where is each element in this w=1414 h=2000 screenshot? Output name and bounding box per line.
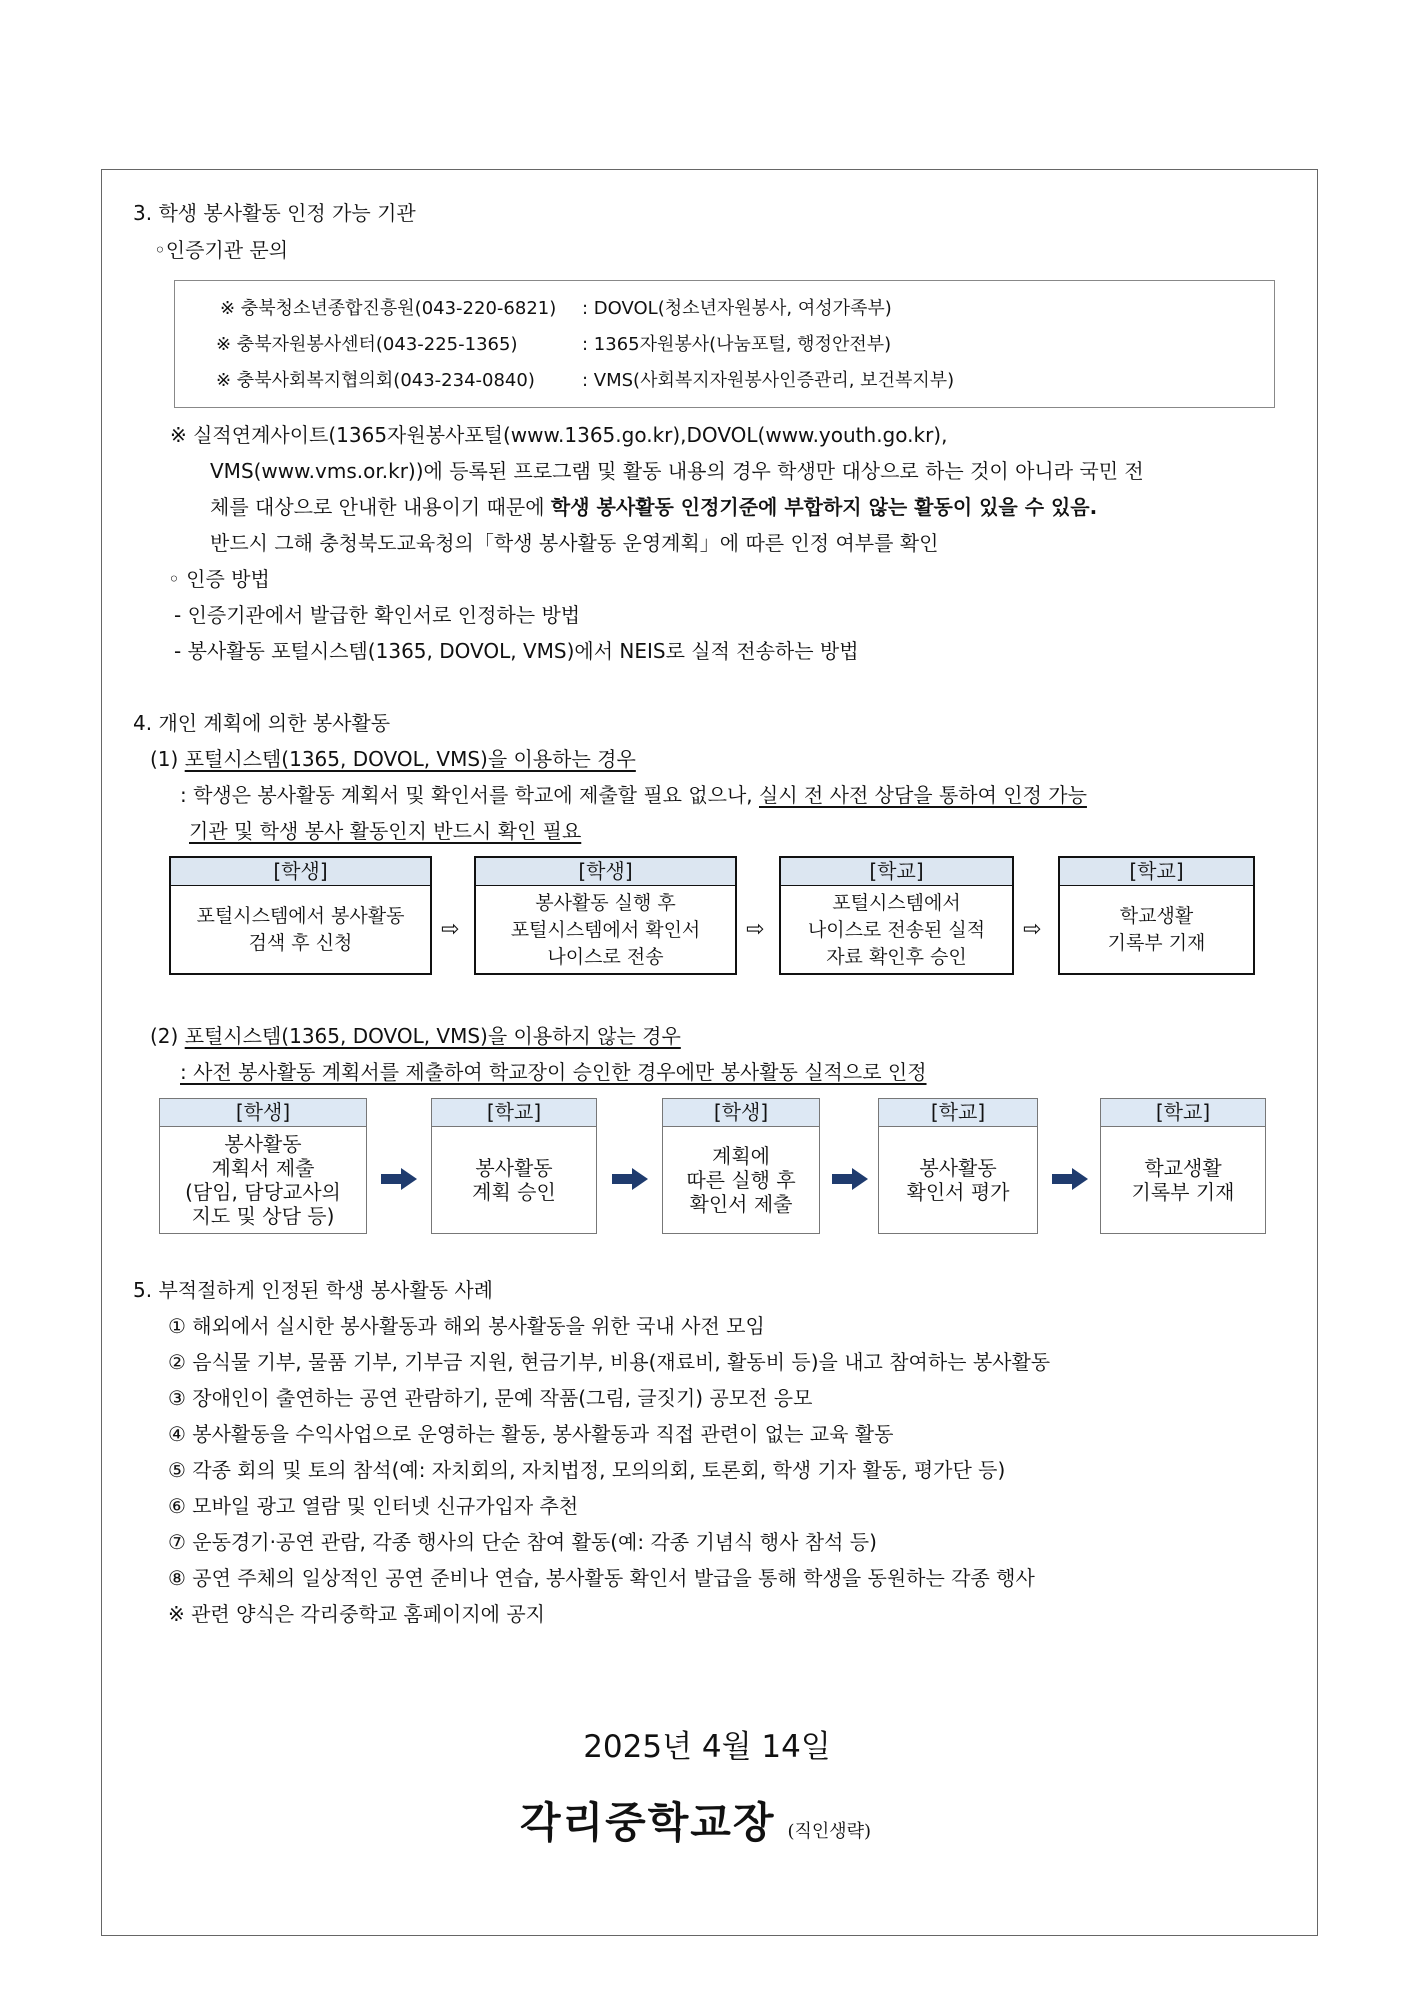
note-line: VMS(www.vms.or.kr))에 등록된 프로그램 및 활동 내용의 경우 학생만 대상으로 하는 것이 아니라 국민 전	[210, 459, 1144, 483]
agency-desc: : VMS(사회복지자원봉사인증관리, 보건복지부)	[582, 370, 955, 391]
section3-title: 3. 학생 봉사활동 인정 가능 기관	[133, 201, 416, 225]
method-item: - 인증기관에서 발급한 확인서로 인정하는 방법	[174, 603, 581, 627]
flow-step-text: 봉사활동 계획 승인	[472, 1156, 556, 1204]
flow1-step-approve	[779, 856, 1014, 975]
agency-desc: : 1365자원봉사(나눔포털, 행정안전부)	[582, 334, 892, 355]
signer-title: 각리중학교장	[520, 1798, 776, 1847]
flow-step-role: [학교]	[879, 1099, 1037, 1127]
case-item: ⑧ 공연 주체의 일상적인 공연 준비나 연습, 봉사활동 확인서 발급을 통해 학생을 동원하는 각종 행사	[168, 1566, 1035, 1590]
form-notice: ※ 관련 양식은 각리중학교 홈페이지에 공지	[168, 1602, 545, 1626]
flow-step-text: 봉사활동 계획서 제출 (담임, 담당교사의 지도 및 상담 등)	[185, 1132, 341, 1228]
case2-desc: : 사전 봉사활동 계획서를 제출하여 학교장이 승인한 경우에만 봉사활동 실적으로 인정	[180, 1060, 927, 1084]
arrow-right-icon: ⇨	[1023, 917, 1042, 942]
note-line: 반드시 그해 충청북도교육청의「학생 봉사활동 운영계획」에 따른 인정 여부를 확인	[210, 531, 939, 555]
flow-step-role: [학교]	[1060, 858, 1253, 886]
case-item: ① 해외에서 실시한 봉사활동과 해외 봉사활동을 위한 국내 사전 모임	[168, 1314, 765, 1338]
flow-step-role: [학생]	[663, 1099, 819, 1127]
flow-step-text: 학교생활 기록부 기재	[1107, 905, 1206, 954]
flow-step-role: [학교]	[781, 858, 1012, 886]
flow1-step-record	[1058, 856, 1255, 975]
case2-title: 포털시스템(1365, DOVOL, VMS)을 이용하지 않는 경우	[184, 1024, 681, 1048]
case2-heading: (2) 포털시스템(1365, DOVOL, VMS)을 이용하지 않는 경우	[150, 1024, 681, 1048]
arrow-right-icon	[612, 1168, 648, 1190]
flow-step-role: [학생]	[171, 858, 430, 886]
flow-step-role: [학생]	[160, 1099, 366, 1127]
flow2-step-execute	[662, 1098, 820, 1234]
flow-step-text: 봉사활동 확인서 평가	[906, 1156, 1010, 1204]
flow2-step-record	[1100, 1098, 1266, 1234]
flow-step-text: 계획에 따른 실행 후 확인서 제출	[686, 1144, 796, 1216]
issue-date: 2025년 4월 14일	[583, 1729, 831, 1765]
flow-step-role: [학교]	[1101, 1099, 1265, 1127]
case-item: ⑥ 모바일 광고 열람 및 인터넷 신규가입자 추천	[168, 1494, 579, 1518]
signature	[520, 1790, 871, 1850]
flow1-step-apply	[169, 856, 432, 975]
seal-note: (직인생략)	[787, 1821, 872, 1842]
note-line: ※ 실적연계사이트(1365자원봉사포털(www.1365.go.kr),DOVOL(www.youth.go.kr),	[170, 423, 948, 447]
arrow-right-icon: ⇨	[441, 917, 460, 942]
agency-desc: : DOVOL(청소년자원봉사, 여성가족부)	[582, 298, 892, 319]
section3-subtitle: ◦인증기관 문의	[154, 238, 289, 262]
flow2-step-plan-approval	[431, 1098, 597, 1234]
agency-box	[174, 280, 1275, 408]
method-title: ◦ 인증 방법	[168, 567, 270, 591]
case-item: ④ 봉사활동을 수익사업으로 운영하는 활동, 봉사활동과 직접 관련이 없는 교육 활동	[168, 1422, 894, 1446]
flow-step-text: 포털시스템에서 나이스로 전송된 실적 자료 확인후 승인	[807, 891, 986, 968]
case-item: ② 음식물 기부, 물품 기부, 기부금 지원, 현금기부, 비용(재료비, 활동비 등)을 내고 참여하는 봉사활동	[168, 1350, 1051, 1374]
case-item: ③ 장애인이 출연하는 공연 관람하기, 문예 작품(그림, 글짓기) 공모전 응모	[168, 1386, 813, 1410]
section5-title: 5. 부적절하게 인정된 학생 봉사활동 사례	[133, 1278, 493, 1302]
agency-name: ※ 충북청소년종합진흥원(043-220-6821)	[220, 298, 557, 319]
case1-title: 포털시스템(1365, DOVOL, VMS)을 이용하는 경우	[184, 747, 636, 771]
note-emphasis: 학생 봉사활동 인정기준에 부합하지 않는 활동이 있을 수 있음.	[550, 495, 1098, 519]
section4-title: 4. 개인 계획에 의한 봉사활동	[133, 711, 391, 735]
flow-step-text: 학교생활 기록부 기재	[1131, 1156, 1235, 1204]
flow2-step-submit-plan	[159, 1098, 367, 1234]
case-item: ⑤ 각종 회의 및 토의 참석(예: 자치회의, 자치법정, 모의의회, 토론회, 학생 기자 활동, 평가단 등)	[168, 1458, 1006, 1482]
flow-step-role: [학교]	[432, 1099, 596, 1127]
arrow-right-icon: ⇨	[746, 917, 765, 942]
note-line: 체를 대상으로 안내한 내용이기 때문에 학생 봉사활동 인정기준에 부합하지 않는 활동이 있을 수 있음.	[210, 495, 1098, 519]
agency-name: ※ 충북자원봉사센터(043-225-1365)	[216, 334, 518, 355]
arrow-right-icon	[381, 1168, 417, 1190]
method-item: - 봉사활동 포털시스템(1365, DOVOL, VMS)에서 NEIS로 실적 전송하는 방법	[174, 639, 859, 663]
flow2-step-evaluate	[878, 1098, 1038, 1234]
flow1-step-execute	[474, 856, 737, 975]
flow-step-text: 봉사활동 실행 후 포털시스템에서 확인서 나이스로 전송	[510, 891, 701, 968]
case1-heading: (1) 포털시스템(1365, DOVOL, VMS)을 이용하는 경우	[150, 747, 636, 771]
arrow-right-icon	[832, 1168, 868, 1190]
case-item: ⑦ 운동경기·공연 관람, 각종 행사의 단순 참여 활동(예: 각종 기념식 행사 참석 등)	[168, 1530, 877, 1554]
agency-name: ※ 충북사회복지협의회(043-234-0840)	[216, 370, 535, 391]
case1-desc-cont: 기관 및 학생 봉사 활동인지 반드시 확인 필요	[189, 819, 582, 843]
flow-step-text: 포털시스템에서 봉사활동 검색 후 신청	[196, 905, 405, 954]
flow-step-role: [학생]	[476, 858, 735, 886]
arrow-right-icon	[1052, 1168, 1088, 1190]
case1-desc: : 학생은 봉사활동 계획서 및 확인서를 학교에 제출할 필요 없으나, 실시 전 사전 상담을 통하여 인정 가능	[180, 783, 1087, 807]
